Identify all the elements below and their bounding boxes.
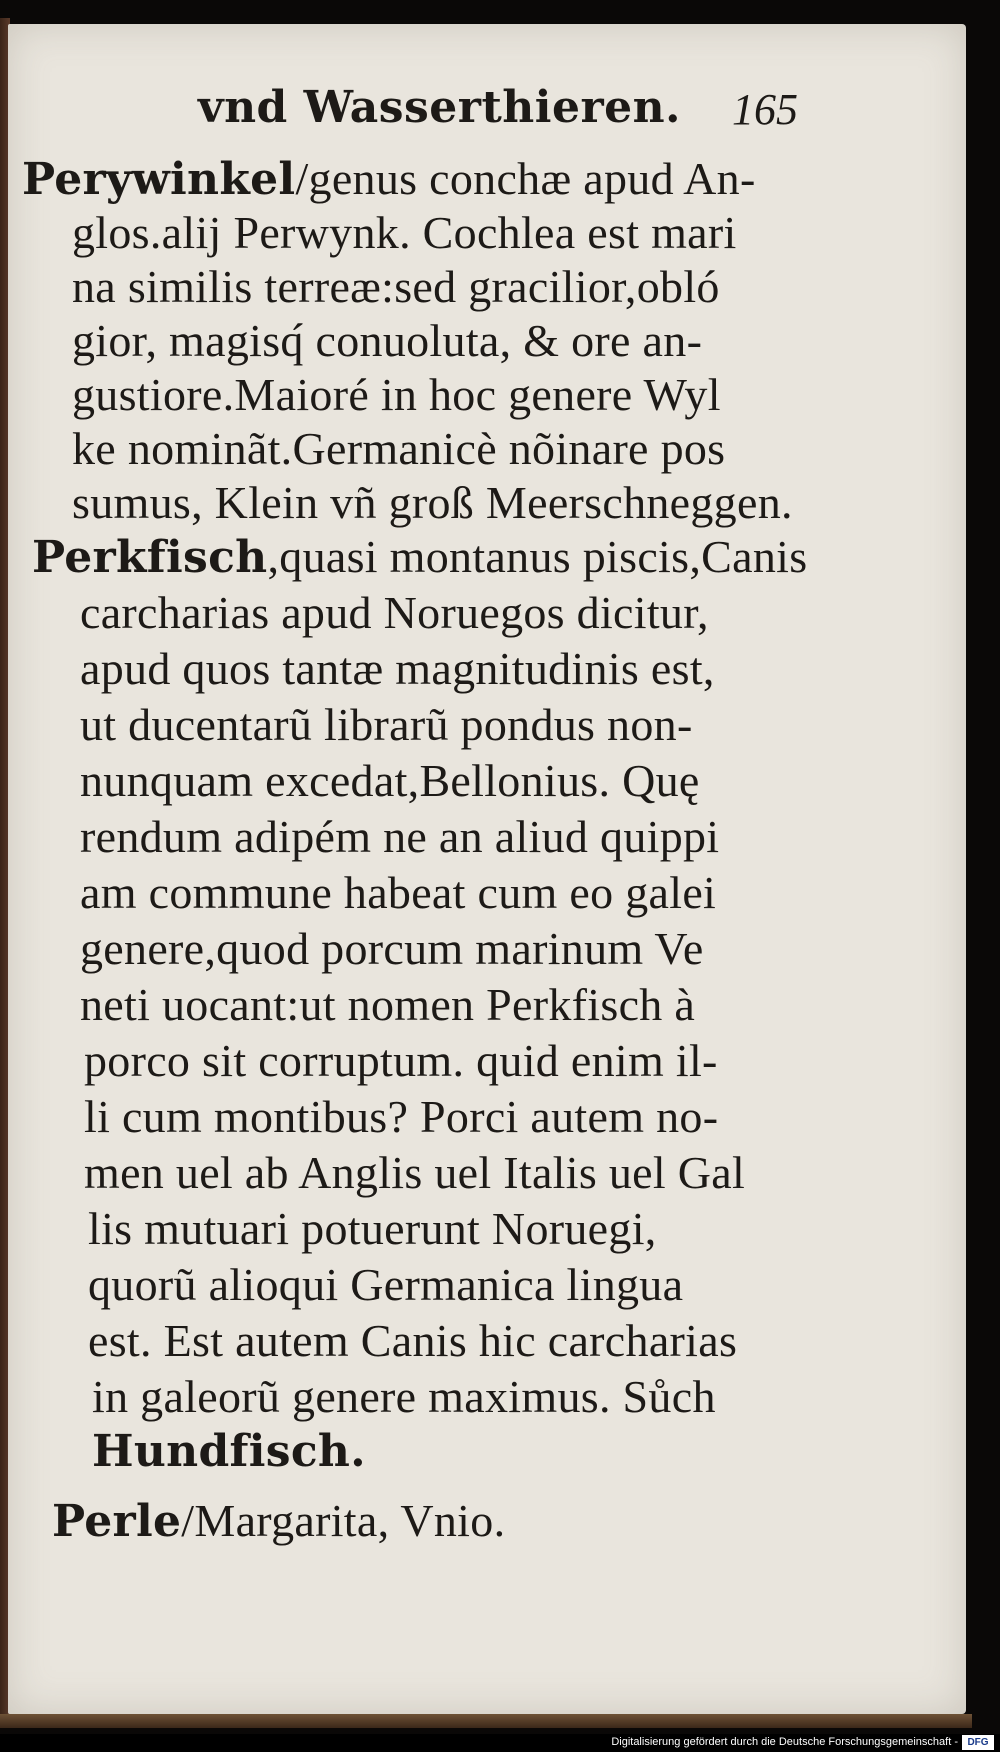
book-page <box>8 24 966 1714</box>
digitization-credit: Digitalisierung gefördert durch die Deutsche Forschungsgemeinschaft - <box>611 1736 958 1748</box>
book-bottom-edge <box>0 1714 972 1728</box>
text-line: li cum montibus? Porci autem no- <box>84 1091 719 1142</box>
text-line: nunquam excedat,Bellonius. Quę <box>80 755 700 806</box>
text-line: sumus, Klein vñ groß Meerschneggen. <box>72 477 793 528</box>
running-head: vnd Wasserthieren. <box>198 82 681 133</box>
text-line: in galeorũ genere maximus. Sůch <box>92 1371 716 1422</box>
text-line: glos.alij Perwynk. Cochlea est mari <box>72 207 737 258</box>
text-line: carcharias apud Noruegos dicitur, <box>80 587 709 638</box>
text-line: porco sit corruptum. quid enim il- <box>84 1035 718 1086</box>
text-line: na similis terreæ:sed gracilior,obló <box>72 261 720 312</box>
text-line: ut ducentarũ librarũ pondus non- <box>80 699 693 750</box>
text-line: Perle/Margarita, Vnio. <box>52 1495 506 1547</box>
text-line: Hundfisch. <box>92 1426 366 1477</box>
page-text <box>8 24 966 1714</box>
dfg-logo: DFG <box>962 1735 994 1750</box>
text-line: Perywinkel/genus conchæ apud An- <box>22 153 756 205</box>
text-line: lis mutuari potuerunt Noruegi, <box>88 1203 657 1254</box>
text-line: gior, magisq́ conuoluta, & ore an- <box>72 315 703 366</box>
text-line: ke nominãt.Germanicè nõinare pos <box>72 423 726 474</box>
text-line: est. Est autem Canis hic carcharias <box>88 1315 738 1366</box>
page-header <box>8 82 966 152</box>
text-line: quorũ alioqui Germanica lingua <box>88 1259 684 1310</box>
text-line: apud quos tantæ magnitudinis est, <box>80 643 715 694</box>
text-line: genere,quod porcum marinum Ve <box>80 923 704 974</box>
text-line: am commune habeat cum eo galei <box>80 867 717 918</box>
page-number: 165 <box>732 85 798 134</box>
text-line: Perkfisch,quasi montanus piscis,Canis <box>32 531 808 583</box>
text-line: men uel ab Anglis uel Italis uel Gal <box>84 1147 746 1198</box>
text-line: gustiore.Maioré in hoc genere Wyl <box>72 369 721 420</box>
text-line: neti uocant:ut nomen Perkfisch à <box>80 979 696 1030</box>
text-line: rendum adipém ne an aliud quippi <box>80 811 720 862</box>
